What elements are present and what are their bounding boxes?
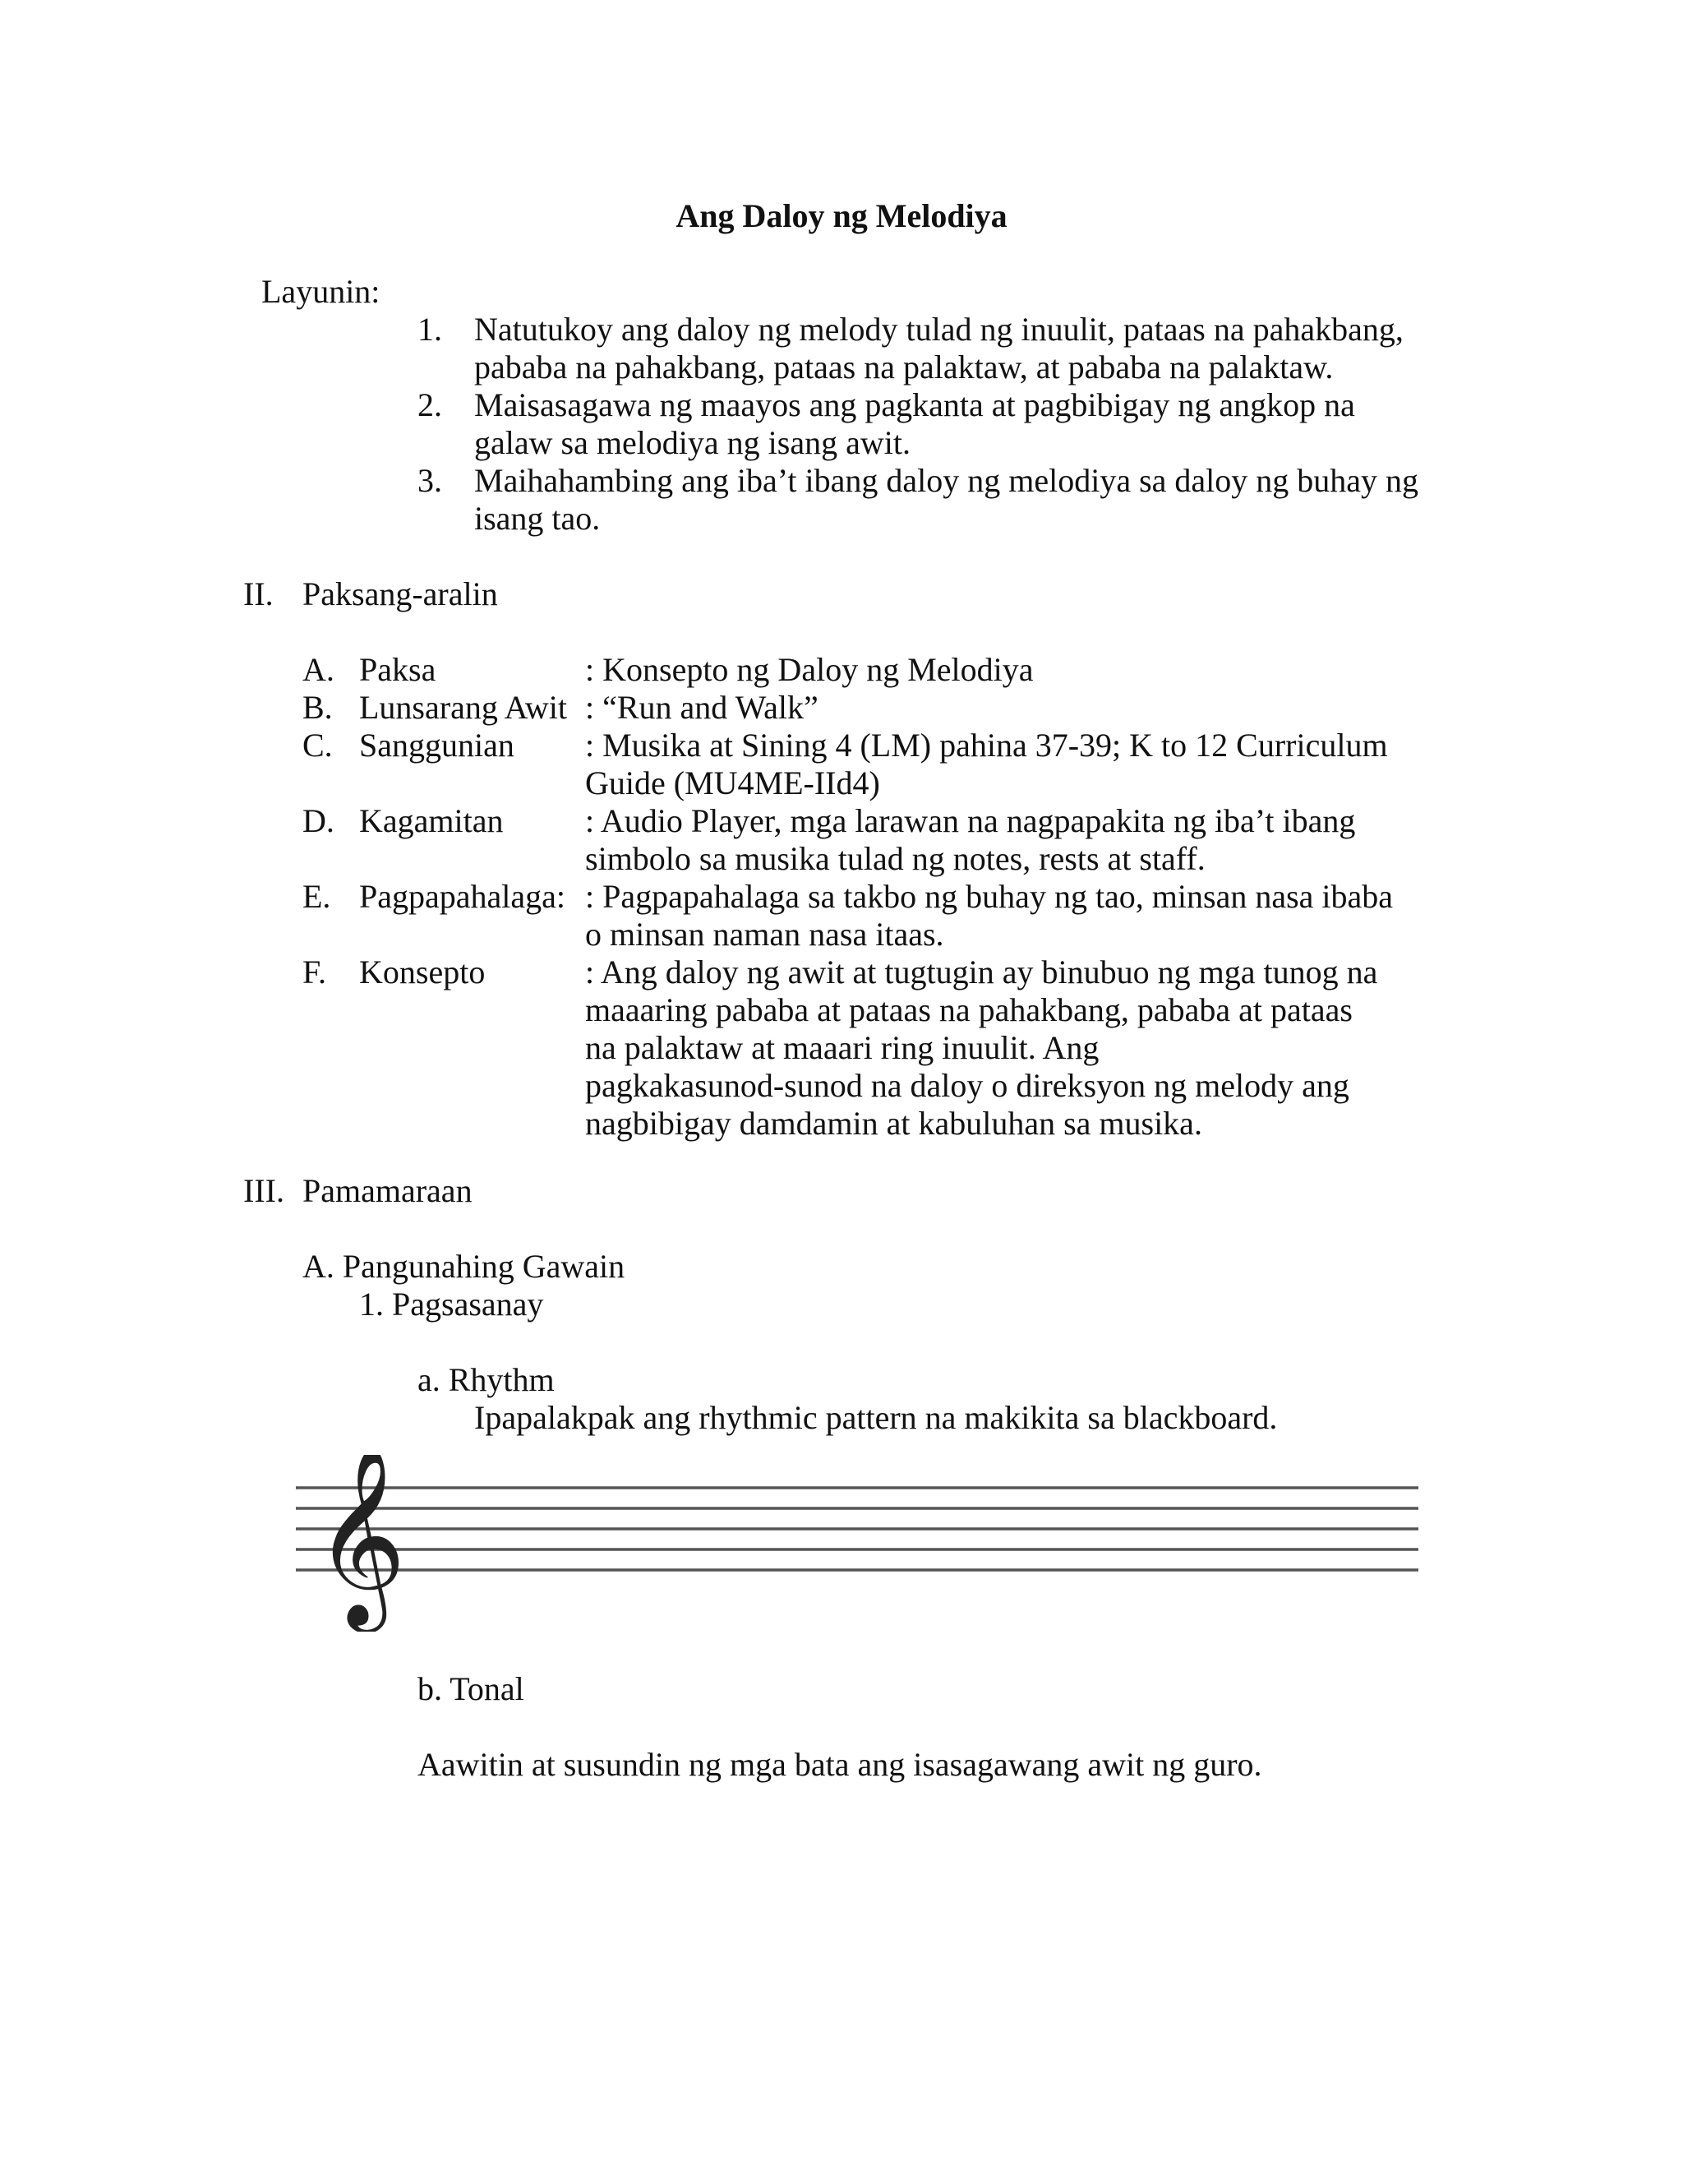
row-value: Guide (MU4ME-IId4)	[585, 764, 880, 801]
treble-clef-icon	[314, 1455, 406, 1632]
layunin-line: Maisasagawa ng maayos ang pagkanta at pagbibigay ng angkop na	[474, 386, 1355, 423]
row-letter: C.	[302, 727, 333, 764]
layunin-line: galaw sa melodiya ng isang awit.	[474, 424, 911, 461]
layunin-heading: Layunin:	[261, 273, 380, 310]
section-3-numeral: III.	[243, 1172, 284, 1209]
row-value: : Audio Player, mga larawan na nagpapakita ng iba’t ibang	[585, 802, 1356, 839]
row-value: nagbibigay damdamin at kabuluhan sa musika.	[585, 1105, 1202, 1142]
row-label: Pagpapahalaga:	[359, 878, 565, 915]
row-label: Lunsarang Awit	[359, 689, 567, 726]
rhythm-label: a. Rhythm	[417, 1361, 555, 1398]
row-value: o minsan naman nasa itaas.	[585, 916, 944, 953]
row-value: : Ang daloy ng awit at tugtugin ay binubuo ng mga tunog na	[585, 953, 1378, 990]
subsection-1: 1. Pagsasanay	[359, 1286, 544, 1323]
row-value: pagkakasunod-sunod na daloy o direksyon ng melody ang	[585, 1067, 1349, 1104]
row-value: simbolo sa musika tulad ng notes, rests at staff.	[585, 840, 1206, 877]
row-value: na palaktaw at maaari ring inuulit. Ang	[585, 1029, 1100, 1066]
row-letter: D.	[302, 802, 334, 839]
row-value: maaaring pababa at pataas na pahakbang, pababa at pataas	[585, 991, 1353, 1028]
layunin-line: isang tao.	[474, 500, 601, 537]
row-label: Paksa	[359, 651, 436, 688]
layunin-num-3: 3.	[417, 462, 442, 499]
row-letter: F.	[302, 953, 327, 990]
row-label: Kagamitan	[359, 802, 504, 839]
row-letter: E.	[302, 878, 331, 915]
section-3-heading: Pamamaraan	[302, 1172, 473, 1209]
svg-text:𝄞: 𝄞	[314, 1455, 407, 1625]
layunin-line: Maihahambing ang iba’t ibang daloy ng melodiya sa daloy ng buhay ng	[474, 462, 1419, 499]
staff-lines	[296, 1488, 1418, 1570]
row-value: : “Run and Walk”	[585, 689, 818, 726]
tonal-text: Aawitin at susundin ng mga bata ang isasagawang awit ng guro.	[417, 1746, 1262, 1783]
row-value: : Pagpapahalaga sa takbo ng buhay ng tao, minsan nasa ibaba	[585, 878, 1394, 915]
section-2-numeral: II.	[243, 575, 274, 612]
row-label: Konsepto	[359, 953, 486, 990]
row-value: : Konsepto ng Daloy ng Melodiya	[585, 651, 1034, 688]
row-label: Sanggunian	[359, 727, 514, 764]
layunin-line: Natutukoy ang daloy ng melody tulad ng inuulit, pataas na pahakbang,	[474, 311, 1404, 348]
subsection-a: A. Pangunahing Gawain	[302, 1248, 625, 1285]
layunin-num-1: 1.	[417, 311, 442, 348]
layunin-line: pababa na pahakbang, pataas na palaktaw, at pababa na palaktaw.	[474, 349, 1334, 386]
rhythm-text: Ipapalakpak ang rhythmic pattern na makikita sa blackboard.	[474, 1399, 1278, 1436]
music-staff	[296, 1455, 1418, 1632]
section-2-heading: Paksang-aralin	[302, 575, 498, 612]
row-letter: A.	[302, 651, 334, 688]
tonal-label: b. Tonal	[417, 1670, 524, 1707]
layunin-num-2: 2.	[417, 386, 442, 423]
row-value: : Musika at Sining 4 (LM) pahina 37-39; K to 12 Curriculum	[585, 727, 1388, 764]
row-letter: B.	[302, 689, 333, 726]
page-title: Ang Daloy ng Melodiya	[676, 197, 1007, 234]
